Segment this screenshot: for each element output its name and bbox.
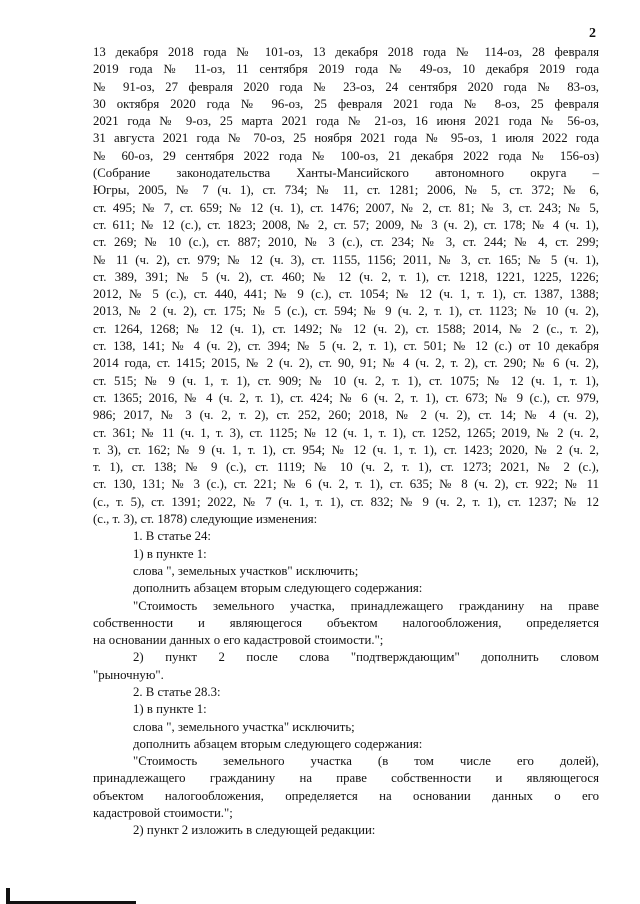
item2-quote-line2: принадлежащего гражданину на праве собственности и являющегося <box>93 771 599 786</box>
citation-line: 986; 2017, № 3 (ч. 2, т. 2), ст. 252, 260; 2018, № 2 (ч. 2), ст. 14; № 4 (ч. 2), <box>93 408 599 423</box>
citation-line: ст. 361; № 11 (ч. 1, т. 3), ст. 1125; № 12 (ч. 1, т. 1), ст. 1252, 1265; 2019, № 2 (ч. 2, <box>93 425 599 440</box>
item2-heading: 2. В статье 28.3: <box>133 684 221 699</box>
item1-quote-line2: собственности и являющегося объектом налогообложения, определяется <box>93 615 599 630</box>
citation-line: (Собрание законодательства Ханты-Мансийского автономного округа – <box>93 166 599 181</box>
citation-line: 30 октября 2020 года № 96-оз, 25 февраля 2021 года № 8-оз, 25 февраля <box>93 96 599 111</box>
citation-line: ст. 1365; 2016, № 4 (ч. 2, т. 1), ст. 424; № 6 (ч. 2, т. 1), ст. 673; № 9 (с.), ст. 979, <box>93 390 599 405</box>
page-number: 2 <box>589 26 596 41</box>
item1-quote-line3: на основании данных о его кадастровой стоимости."; <box>93 633 384 648</box>
citation-line: ст. 515; № 9 (ч. 1, т. 1), ст. 909; № 10 (ч. 2, т. 1), ст. 1075; № 12 (ч. 1, т. 1), <box>93 373 599 388</box>
citation-line: ст. 611; № 12 (с.), ст. 1823; 2008, № 2, ст. 57; 2009, № 3 (ч. 2), ст. 178; № 4 (ч. 1), <box>93 217 599 232</box>
item2-subitem1-add: дополнить абзацем вторым следующего содержания: <box>133 736 423 751</box>
citation-line: 2014 года, ст. 1415; 2015, № 2 (ч. 2), ст. 90, 91; № 4 (ч. 2, т. 2), ст. 290; № 6 (ч. 2), <box>93 356 599 371</box>
citation-line: Югры, 2005, № 7 (ч. 1), ст. 734; № 11, ст. 1281; 2006, № 5, ст. 372; № 6, <box>93 183 599 198</box>
citation-line: 2012, № 5 (с.), ст. 440, 441; № 9 (с.), ст. 1054; № 12 (ч. 1, т. 1), ст. 1387, 1388; <box>93 287 599 302</box>
item1-subitem1-add: дополнить абзацем вторым следующего содержания: <box>133 581 423 596</box>
citation-line: № 91-оз, 27 февраля 2020 года № 23-оз, 24 сентября 2020 года № 83-оз, <box>93 79 599 94</box>
citation-line: ст. 1264, 1268; № 12 (ч. 1), ст. 1492; № 12 (ч. 2), ст. 1588; 2014, № 2 (с., т. 2), <box>93 321 599 336</box>
citation-line: т. 1), ст. 138; № 9 (с.), ст. 1119; № 10 (ч. 2, т. 1), ст. 1273; 2021, № 2 (с.), <box>93 460 599 475</box>
item2-subitem1-words: слова ", земельного участка" исключить; <box>133 719 355 734</box>
item1-subitem1-words: слова ", земельных участков" исключить; <box>133 563 359 578</box>
citation-line: 2021 года № 9-оз, 25 марта 2021 года № 21-оз, 16 июня 2021 года № 56-оз, <box>93 114 599 129</box>
item1-heading: 1. В статье 24: <box>133 529 211 544</box>
item2-subitem2: 2) пункт 2 изложить в следующей редакции: <box>133 823 376 838</box>
item1-subitem2-line1: 2) пункт 2 после слова "подтверждающим" дополнить словом <box>133 650 599 665</box>
item2-subitem1: 1) в пункте 1: <box>133 702 207 717</box>
item1-subitem2-line2: "рыночную". <box>93 667 164 682</box>
citation-line: ст. 389, 391; № 5 (ч. 2), ст. 460; № 12 (ч. 2, т. 1), ст. 1218, 1221, 1225, 1226; <box>93 269 599 284</box>
item1-subitem1: 1) в пункте 1: <box>133 546 207 561</box>
citation-line: № 60-оз, 29 сентября 2022 года № 100-оз, 21 декабря 2022 года № 156-оз) <box>93 148 599 163</box>
item1-quote-line1: "Стоимость земельного участка, принадлежащего гражданину на праве <box>133 598 599 613</box>
citation-line: (с., т. 5), ст. 1391; 2022, № 7 (ч. 1, т. 1), ст. 832; № 9 (ч. 2, т. 1), ст. 1237; № 12 <box>93 494 599 509</box>
citation-line: т. 3), ст. 162; № 9 (ч. 1, т. 1), ст. 954; № 12 (ч. 1, т. 1), ст. 1423; 2020, № 2 (ч. 2, <box>93 442 599 457</box>
citation-line: ст. 138, 141; № 4 (ч. 2), ст. 394; № 5 (ч. 2, т. 1), ст. 501; № 12 (с.) от 10 декабря <box>93 339 599 354</box>
citation-line: 2019 года № 11-оз, 11 сентября 2019 года № 49-оз, 10 декабря 2019 года <box>93 62 599 77</box>
item2-quote-line1: "Стоимость земельного участка (в том числе его долей), <box>133 754 599 769</box>
law-citation-paragraph <box>93 44 599 528</box>
item2-quote-line3: объектом налогообложения, определяется на основании данных о его <box>93 788 599 803</box>
citation-line: 13 декабря 2018 года № 101-оз, 13 декабря 2018 года № 114-оз, 28 февраля <box>93 45 599 59</box>
citation-line: № 11 (ч. 2), ст. 979; № 12 (ч. 3), ст. 1155, 1156; 2011, № 3, ст. 165; № 5 (ч. 1), <box>93 252 599 267</box>
citation-line: (с., т. 3), ст. 1878) следующие изменения: <box>93 512 318 527</box>
citation-line: ст. 495; № 7, ст. 659; № 12 (ч. 1), ст. 1476; 2007, № 2, ст. 81; № 3, ст. 243; № 5, <box>93 200 599 215</box>
citation-line: 2013, № 2 (ч. 2), ст. 175; № 5 (с.), ст. 594; № 9 (ч. 2, т. 1), ст. 1123; № 10 (ч. 2), <box>93 304 599 319</box>
item2-quote-line4: кадастровой стоимости."; <box>93 806 233 821</box>
citation-line: 31 августа 2021 года № 70-оз, 25 ноября 2021 года № 95-оз, 1 июля 2022 года <box>93 131 599 146</box>
document-body <box>93 44 599 840</box>
scan-edge-tick <box>6 888 10 904</box>
citation-line: ст. 269; № 10 (с.), ст. 887; 2010, № 3 (с.), ст. 234; № 3, ст. 244; № 4, ст. 299; <box>93 235 599 250</box>
citation-line: ст. 130, 131; № 3 (с.), ст. 221; № 6 (ч. 2, т. 1), ст. 635; № 8 (ч. 2), ст. 922; № 11 <box>93 477 599 492</box>
